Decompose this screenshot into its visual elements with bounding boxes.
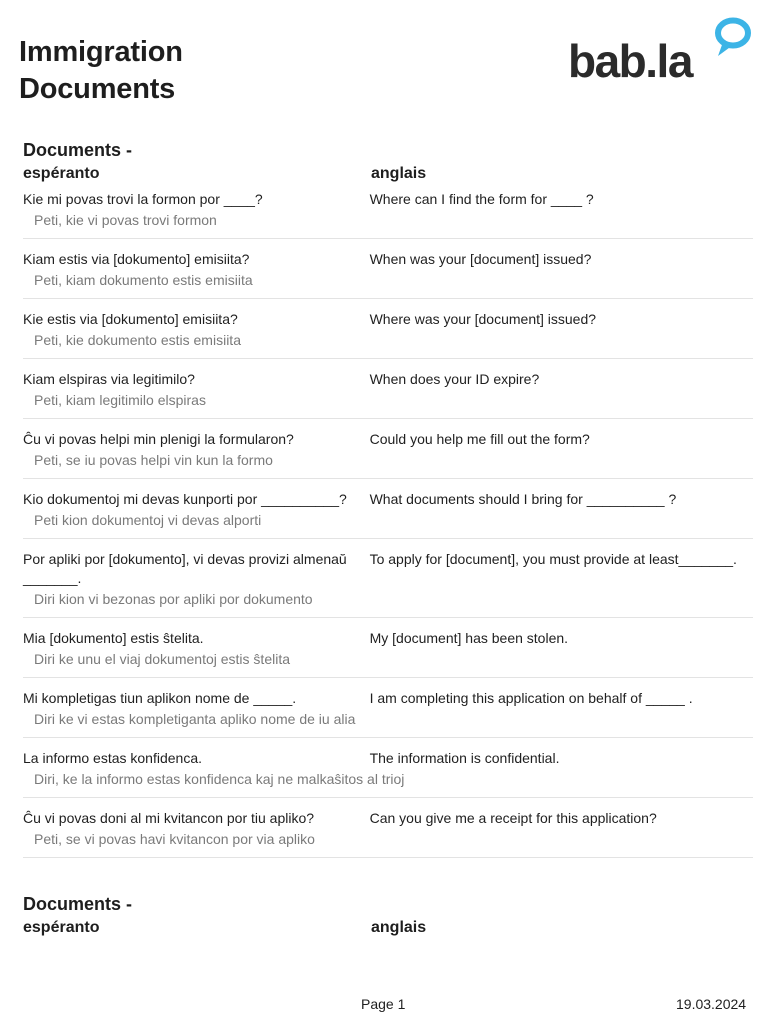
column-label-english: anglais — [371, 165, 427, 182]
english-phrase: The information is confidential. — [369, 750, 560, 766]
esperanto-phrase: Por apliki por [dokumento], vi devas provizi almenaŭ _______. — [23, 551, 347, 586]
section-header — [23, 139, 751, 183]
english-phrase: Where can I find the form for ____ ? — [369, 191, 594, 207]
esperanto-phrase: Kiam estis via [dokumento] emisiita? — [23, 251, 250, 267]
phrase-row — [23, 798, 753, 858]
phrase-note: Peti, kie dokumento estis emisiita — [34, 332, 241, 348]
english-phrase: Could you help me fill out the form? — [369, 431, 590, 447]
phrase-note: Diri ke unu el viaj dokumentoj estis ŝtelita — [34, 651, 291, 667]
column-label-esperanto: espéranto — [23, 165, 100, 182]
esperanto-phrase: Kie mi povas trovi la formon por ____? — [23, 191, 263, 207]
section-title: Documents - — [23, 894, 133, 914]
column-label-english: anglais — [371, 919, 427, 936]
phrase-note: Peti kion dokumentoj vi devas alporti — [34, 512, 262, 528]
phrase-note: Peti, kie vi povas trovi formon — [34, 212, 217, 228]
english-phrase: What documents should I bring for __________ ? — [369, 491, 677, 507]
esperanto-phrase: Ĉu vi povas doni al mi kvitancon por tiu apliko? — [23, 810, 315, 826]
title-line-2: Documents — [19, 73, 176, 105]
english-phrase: I am completing this application on behalf of _____ . — [369, 690, 693, 706]
phrase-note: Diri, ke la informo estas konfidenca kaj ne malkaŝitos al trioj — [34, 771, 405, 787]
phrase-row — [23, 738, 753, 798]
phrase-row — [23, 239, 753, 299]
phrase-row — [23, 299, 753, 359]
esperanto-phrase: Ĉu vi povas helpi min plenigi la formularon? — [23, 431, 294, 447]
phrase-row — [23, 188, 753, 239]
phrase-list — [23, 188, 753, 858]
phrase-note: Peti, se vi povas havi kvitancon por via apliko — [34, 831, 315, 847]
esperanto-phrase: Kiam elspiras via legitimilo? — [23, 371, 195, 387]
esperanto-phrase: Kie estis via [dokumento] emisiita? — [23, 311, 238, 327]
section-header-continued — [23, 893, 751, 937]
footer-date: 19.03.2024 — [676, 996, 747, 1012]
esperanto-phrase: La informo estas konfidenca. — [23, 750, 202, 766]
page-title — [19, 34, 183, 108]
title-line-1: Immigration — [19, 36, 183, 68]
phrase-row — [23, 419, 753, 479]
phrase-note: Diri kion vi bezonas por apliki por dokumento — [34, 591, 313, 607]
phrase-row — [23, 618, 753, 678]
babla-logo — [566, 16, 756, 87]
phrase-row — [23, 479, 753, 539]
phrase-note: Peti, kiam legitimilo elspiras — [34, 392, 206, 408]
esperanto-phrase: Mi kompletigas tiun aplikon nome de _____. — [23, 690, 297, 706]
english-phrase: Can you give me a receipt for this application? — [369, 810, 657, 826]
esperanto-phrase: Mia [dokumento] estis ŝtelita. — [23, 630, 204, 646]
english-phrase: When was your [document] issued? — [369, 251, 592, 267]
phrase-note: Peti, se iu povas helpi vin kun la formo — [34, 452, 273, 468]
english-phrase: To apply for [document], you must provide at least_______. — [369, 551, 737, 567]
english-phrase: Where was your [document] issued? — [369, 311, 597, 327]
column-label-esperanto: espéranto — [23, 919, 100, 936]
page-number: Page 1 — [361, 996, 406, 1012]
section-title: Documents - — [23, 140, 133, 160]
phrase-row — [23, 678, 753, 738]
phrase-note: Peti, kiam dokumento estis emisiita — [34, 272, 253, 288]
english-phrase: When does your ID expire? — [369, 371, 540, 387]
english-phrase: My [document] has been stolen. — [369, 630, 569, 646]
logo-text: bab.la — [568, 35, 692, 87]
phrase-note: Diri ke vi estas kompletiganta apliko nome de iu alia — [34, 711, 356, 727]
phrase-row — [23, 539, 753, 618]
esperanto-phrase: Kio dokumentoj mi devas kunporti por __________? — [23, 491, 347, 507]
speech-bubble-icon — [714, 16, 754, 60]
phrase-row — [23, 359, 753, 419]
